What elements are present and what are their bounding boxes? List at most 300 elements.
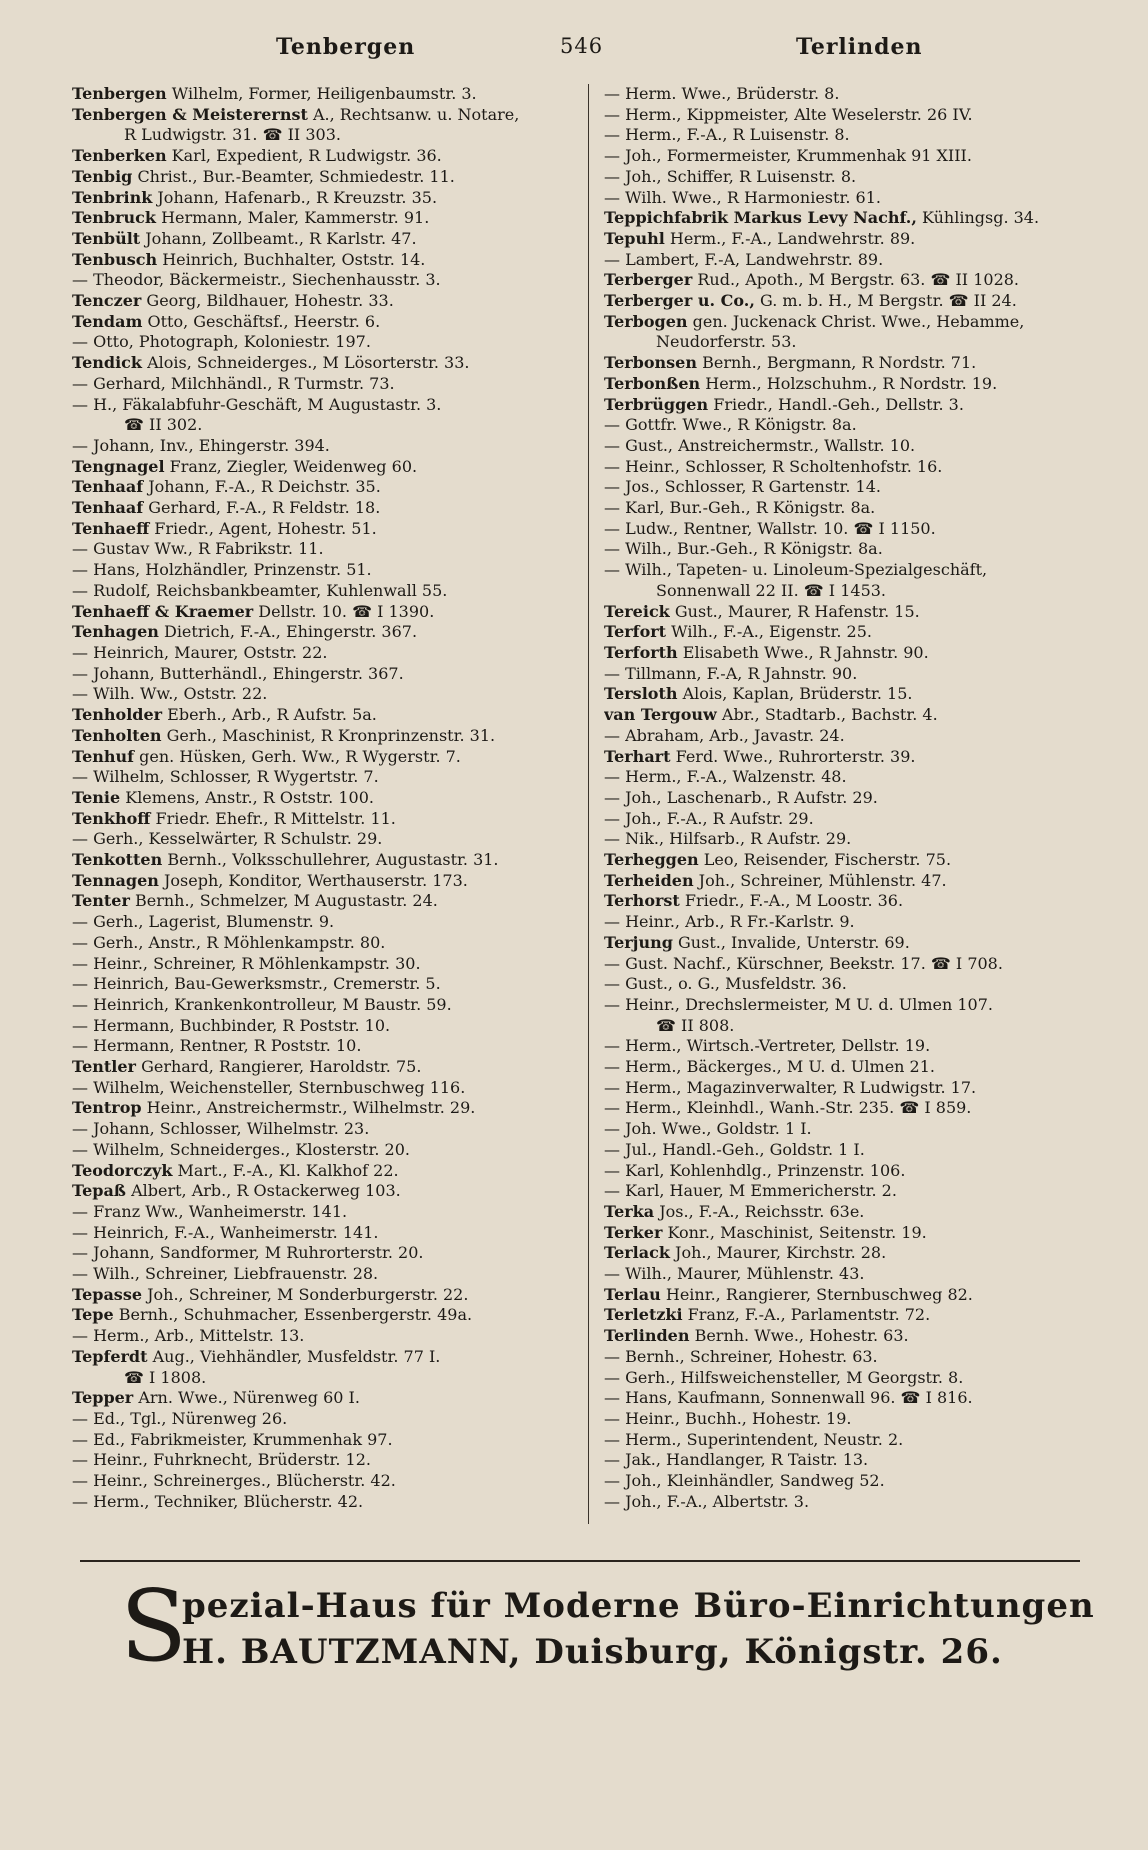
directory-entry — [604, 829, 1116, 850]
entry-name: Tenhagen — [72, 622, 159, 642]
directory-entry — [604, 477, 1116, 498]
entry-text: Heinr., Buchh., Hohestr. 19. — [625, 1409, 852, 1428]
entry-name: — — [604, 1409, 620, 1428]
entry-name: Tenbergen — [72, 84, 167, 103]
entry-name: Tentrop — [72, 1098, 142, 1118]
entry-name: — — [604, 518, 620, 538]
entry-name: — — [72, 767, 88, 787]
entry-text: Heinr., Rangierer, Sternbuschweg 82. — [665, 1284, 973, 1304]
entry-name: — — [72, 1222, 88, 1242]
entry-name: — — [604, 249, 620, 269]
directory-entry — [72, 809, 572, 830]
directory-entry — [72, 1161, 572, 1182]
entry-text: Wilh., Maurer, Mühlenstr. 43. — [625, 1264, 865, 1284]
directory-entry — [604, 705, 1116, 726]
entry-text: Heinrich, Buchhalter, Oststr. 14. — [162, 249, 426, 269]
advertisement-line-1: pezial-Haus für Moderne Büro-Einrichtungen — [182, 1586, 1095, 1626]
entry-name: — — [72, 1429, 88, 1449]
entry-name: — — [604, 435, 620, 455]
directory-entry — [72, 1368, 572, 1389]
directory-entry — [72, 146, 572, 167]
entry-name: — — [604, 994, 620, 1014]
directory-entry — [604, 1471, 1116, 1492]
directory-entry — [604, 912, 1116, 933]
entry-name: — — [604, 1077, 620, 1097]
entry-name: — — [604, 498, 620, 518]
directory-entry — [604, 208, 1116, 229]
directory-entry — [72, 1016, 572, 1037]
entry-name: — — [72, 953, 88, 973]
entry-name: Terbrüggen — [604, 394, 709, 414]
entry-text: Franz, Ziegler, Weidenweg 60. — [169, 456, 418, 476]
entry-text: Johann, Hafenarb., R Kreuzstr. 35. — [157, 187, 438, 207]
directory-entry — [72, 477, 572, 498]
entry-name: — — [604, 1346, 620, 1366]
entry-text: Hans, Holzhändler, Prinzenstr. 51. — [93, 560, 372, 580]
entry-name: — — [72, 1139, 88, 1159]
directory-entry — [72, 539, 572, 560]
entry-name: — — [72, 829, 88, 849]
entry-text: Klemens, Anstr., R Oststr. 100. — [125, 787, 374, 807]
entry-name: — — [604, 146, 620, 166]
directory-entry — [72, 229, 572, 250]
entry-text: Albert, Arb., R Ostackerweg 103. — [131, 1181, 401, 1201]
directory-entry — [604, 105, 1116, 126]
entry-text: Gerh., Maschinist, R Kronprinzenstr. 31. — [166, 725, 496, 745]
entry-text: Heinr., Anstreichermstr., Wilhelmstr. 29. — [146, 1098, 476, 1118]
entry-text: Gerh., Hilfsweichensteller, M Georgstr. 8. — [625, 1367, 964, 1387]
directory-entry — [604, 1243, 1116, 1264]
entry-text: Nik., Hilfsarb., R Aufstr. 29. — [625, 829, 852, 849]
entry-text: Wilhelm, Schlosser, R Wygertstr. 7. — [93, 767, 379, 787]
entry-text: Johann, Butterhändl., Ehingerstr. 367. — [93, 663, 404, 683]
entry-name: — — [604, 456, 620, 476]
entry-name: — — [604, 808, 620, 828]
advertisement-line-2: H. BAUTZMANN, Duisburg, Königstr. 26. — [182, 1632, 1003, 1672]
entry-text: Herm., F.-A., Walzenstr. 48. — [625, 767, 847, 787]
entry-name: — — [604, 725, 620, 745]
directory-entry — [72, 1036, 572, 1057]
entry-text: Heinrich, Maurer, Oststr. 22. — [93, 642, 328, 662]
entry-name: Tepuhl — [604, 228, 665, 248]
entry-text: Joh., Schreiner, M Sonderburgerstr. 22. — [147, 1284, 469, 1304]
entry-text: A., Rechtsanw. u. Notare, — [312, 104, 520, 124]
directory-entry — [604, 332, 1116, 353]
entry-text: Dellstr. 10. ☎ I 1390. — [258, 601, 435, 621]
entry-name: — — [72, 1036, 88, 1056]
directory-entry — [604, 995, 1116, 1016]
entry-text: Lambert, F.-A, Landwehrstr. 89. — [625, 249, 884, 269]
entry-text: Karl, Kohlenhdlg., Prinzenstr. 106. — [625, 1160, 906, 1180]
directory-entry — [604, 954, 1116, 975]
directory-entry — [72, 1078, 572, 1099]
directory-entry — [604, 1450, 1116, 1471]
entry-text: Jak., Handlanger, R Taistr. 13. — [625, 1450, 869, 1470]
entry-name: — — [604, 1057, 620, 1077]
entry-text: Jos., Schlosser, R Gartenstr. 14. — [625, 477, 881, 497]
directory-entry — [72, 705, 572, 726]
entry-text: Herm., Techniker, Blücherstr. 42. — [93, 1491, 364, 1511]
directory-entry — [604, 891, 1116, 912]
directory-entry — [72, 1450, 572, 1471]
entry-name: — — [72, 1326, 88, 1346]
entry-name: Tenbusch — [72, 249, 158, 269]
directory-entry — [72, 684, 572, 705]
entry-text: Hermann, Buchbinder, R Poststr. 10. — [93, 1015, 391, 1035]
directory-entry — [72, 312, 572, 333]
entry-name: Terlinden — [604, 1326, 690, 1346]
entry-name: Tendick — [72, 353, 142, 373]
entry-text: Leo, Reisender, Fischerstr. 75. — [703, 850, 952, 870]
directory-entry — [72, 519, 572, 540]
directory-entry — [72, 726, 572, 747]
directory-entry — [72, 560, 572, 581]
directory-entry — [604, 788, 1116, 809]
entry-name: Terberger — [604, 270, 693, 290]
entry-text: Gust., Maurer, R Hafenstr. 15. — [674, 601, 920, 621]
directory-entry — [604, 974, 1116, 995]
entry-name: Terker — [604, 1222, 663, 1242]
entry-name: Tenbig — [72, 166, 133, 186]
entry-text: Gerhard, Milchhändl., R Turmstr. 73. — [93, 373, 395, 393]
directory-entry — [72, 1181, 572, 1202]
directory-entry — [604, 726, 1116, 747]
directory-entry — [72, 1057, 572, 1078]
directory-entry — [604, 146, 1116, 167]
entry-text: Joh., F.-A., Albertstr. 3. — [625, 1491, 810, 1511]
entry-name: — — [604, 1098, 620, 1118]
advertisement — [120, 1570, 1095, 1688]
entry-text: Bernh., Volksschullehrer, Augustastr. 31. — [167, 850, 499, 870]
directory-entry — [72, 767, 572, 788]
entry-text: Rud., Apoth., M Bergstr. 63. ☎ II 1028. — [697, 270, 1020, 290]
entry-name: — — [72, 974, 88, 994]
entry-name: Tenie — [72, 787, 121, 807]
entry-name: — — [72, 270, 88, 290]
entry-text: Franz Ww., Wanheimerstr. 141. — [93, 1201, 348, 1221]
entry-name: — — [604, 1139, 620, 1159]
entry-name: — — [604, 829, 620, 849]
entry-name: Tersloth — [604, 684, 678, 704]
entry-text: Gerh., Kesselwärter, R Schulstr. 29. — [93, 829, 383, 849]
entry-name: — — [604, 1367, 620, 1387]
directory-entry — [72, 291, 572, 312]
entry-text: Jul., Handl.-Geh., Goldstr. 1 I. — [625, 1139, 865, 1159]
entry-name: — — [72, 1119, 88, 1139]
directory-entry — [604, 933, 1116, 954]
entry-name: Terberger u. Co., — [604, 291, 755, 311]
entry-name: — — [72, 435, 88, 455]
directory-entry — [604, 312, 1116, 333]
entry-name: — — [604, 166, 620, 186]
entry-text: Herm., Superintendent, Neustr. 2. — [625, 1429, 904, 1449]
directory-entry — [604, 664, 1116, 685]
entry-name: Tenter — [72, 891, 130, 911]
directory-entry — [604, 1161, 1116, 1182]
directory-entry — [72, 1388, 572, 1409]
directory-entry — [72, 208, 572, 229]
entry-name: Tenkhoff — [72, 808, 151, 828]
entry-text: Herm., Wirtsch.-Vertreter, Dellstr. 19. — [625, 1036, 931, 1056]
entry-text: ☎ II 808. — [656, 1015, 735, 1035]
entry-name: Terjung — [604, 932, 673, 952]
entry-name: — — [72, 1409, 88, 1428]
directory-entry — [604, 1492, 1116, 1513]
entry-text: Johann, Sandformer, M Ruhrorterstr. 20. — [93, 1243, 424, 1263]
directory-entry — [604, 270, 1116, 291]
directory-entry — [72, 1098, 572, 1119]
entry-text: Alois, Kaplan, Brüderstr. 15. — [682, 684, 913, 704]
directory-entry — [72, 415, 572, 436]
directory-entry — [604, 188, 1116, 209]
directory-entry — [72, 747, 572, 768]
entry-text: Wilh. Wwe., R Harmoniestr. 61. — [625, 187, 881, 207]
entry-name: Terbogen — [604, 311, 688, 331]
directory-entry — [72, 995, 572, 1016]
directory-entry — [72, 788, 572, 809]
directory-entry — [604, 1347, 1116, 1368]
entry-text: Wilhelm, Former, Heiligenbaumstr. 3. — [171, 84, 477, 103]
entry-text: Neudorferstr. 53. — [656, 332, 797, 352]
directory-entry — [604, 415, 1116, 436]
entry-text: Elisabeth Wwe., R Jahnstr. 90. — [682, 642, 929, 662]
entry-name: — — [604, 1429, 620, 1449]
directory-entry — [604, 871, 1116, 892]
entry-text: Heinr., Schreiner, R Möhlenkampstr. 30. — [93, 953, 421, 973]
entry-name: Terletzki — [604, 1305, 683, 1325]
entry-text: Joh., Formermeister, Krummenhak 91 XIII. — [625, 146, 972, 166]
entry-name: — — [72, 580, 88, 600]
directory-entry — [604, 1119, 1116, 1140]
entry-text: Kühlingsg. 34. — [922, 208, 1040, 228]
entry-text: Joh., Kleinhändler, Sandweg 52. — [625, 1471, 885, 1491]
entry-text: Herm., Arb., Mittelstr. 13. — [93, 1326, 305, 1346]
entry-text: Franz, F.-A., Parlamentstr. 72. — [687, 1305, 931, 1325]
entry-name: Tenbült — [72, 228, 141, 248]
entry-text: Wilh., Bur.-Geh., R Königstr. 8a. — [625, 539, 883, 559]
entry-name: — — [604, 539, 620, 559]
entry-text: Konr., Maschinist, Seitenstr. 19. — [667, 1222, 927, 1242]
entry-text: Heinrich, Bau-Gewerksmstr., Cremerstr. 5. — [93, 974, 441, 994]
directory-entry — [72, 622, 572, 643]
entry-name: — — [72, 1450, 88, 1470]
entry-name: — — [604, 1264, 620, 1284]
entry-text: Heinrich, Krankenkontrolleur, M Baustr. 59. — [93, 994, 452, 1014]
directory-entry — [604, 498, 1116, 519]
directory-entry — [604, 84, 1116, 105]
entry-name: — — [604, 1491, 620, 1511]
directory-entry — [604, 167, 1116, 188]
directory-entry — [604, 560, 1116, 581]
entry-name: — — [72, 1471, 88, 1491]
entry-name: Tenhaeff — [72, 518, 150, 538]
entry-name: Terlack — [604, 1243, 670, 1263]
entry-text: Joh., Laschenarb., R Aufstr. 29. — [625, 787, 878, 807]
entry-name: Tenbruck — [72, 208, 156, 228]
entry-name: — — [72, 394, 88, 414]
entry-text: Ed., Fabrikmeister, Krummenhak 97. — [93, 1429, 393, 1449]
entry-text: Herm., Holzschuhm., R Nordstr. 19. — [705, 373, 998, 393]
entry-text: Joh., Schreiner, Mühlenstr. 47. — [698, 870, 947, 890]
entry-name: Terlau — [604, 1284, 661, 1304]
entry-text: Hermann, Rentner, R Poststr. 10. — [93, 1036, 362, 1056]
entry-text: Mart., F.-A., Kl. Kalkhof 22. — [177, 1160, 399, 1180]
entry-text: Johann, Zollbeamt., R Karlstr. 47. — [145, 228, 417, 248]
entry-text: Wilh., Tapeten- u. Linoleum-Spezialgeschäft, — [625, 560, 988, 580]
directory-entry — [604, 1264, 1116, 1285]
entry-name: — — [604, 767, 620, 787]
entry-name: Terka — [604, 1201, 655, 1221]
directory-entry — [604, 767, 1116, 788]
entry-text: H., Fäkalabfuhr-Geschäft, M Augustastr. 3. — [93, 394, 442, 414]
left-column — [72, 84, 572, 1513]
entry-name: — — [604, 953, 620, 973]
entry-text: Johann, F.-A., R Deichstr. 35. — [148, 477, 381, 497]
entry-text: Joh., Schiffer, R Luisenstr. 8. — [625, 166, 857, 186]
entry-text: Otto, Photograph, Koloniestr. 197. — [93, 332, 371, 352]
directory-entry — [72, 105, 572, 126]
entry-name: Tentler — [72, 1057, 136, 1077]
entry-name: — — [72, 373, 88, 393]
entry-text: Heinrich, F.-A., Wanheimerstr. 141. — [93, 1222, 379, 1242]
directory-entry — [72, 270, 572, 291]
directory-entry — [604, 353, 1116, 374]
entry-name: Terfort — [604, 622, 667, 642]
entry-name: Teodorczyk — [72, 1160, 173, 1180]
entry-text: Gerh., Anstr., R Möhlenkampstr. 80. — [93, 932, 386, 952]
entry-name: Tepaß — [72, 1181, 126, 1201]
directory-entry — [604, 1305, 1116, 1326]
directory-entry — [72, 912, 572, 933]
entry-name: — — [72, 1264, 88, 1284]
entry-text: Herm., Kleinhdl., Wanh.-Str. 235. ☎ I 859. — [625, 1098, 972, 1118]
directory-entry — [72, 374, 572, 395]
entry-name: Tenberken — [72, 146, 167, 166]
entry-name: Teppichfabrik Markus Levy Nachf., — [604, 208, 917, 228]
entry-text: Heinr., Fuhrknecht, Brüderstr. 12. — [93, 1450, 371, 1470]
directory-entry — [604, 1016, 1116, 1037]
running-head-left: Tenbergen — [276, 34, 416, 60]
directory-entry — [72, 602, 572, 623]
directory-entry — [72, 829, 572, 850]
directory-entry — [72, 332, 572, 353]
entry-text: Gottfr. Wwe., R Königstr. 8a. — [625, 415, 857, 435]
entry-text: Herm. Wwe., Brüderstr. 8. — [625, 84, 840, 103]
entry-text: Friedr., Handl.-Geh., Dellstr. 3. — [713, 394, 964, 414]
directory-entry — [72, 933, 572, 954]
entry-name: Terhorst — [604, 891, 680, 911]
entry-text: Joseph, Konditor, Werthauserstr. 173. — [163, 870, 468, 890]
entry-text: Bernh., Schreiner, Hohestr. 63. — [625, 1346, 878, 1366]
directory-entry — [604, 374, 1116, 395]
directory-entry — [72, 871, 572, 892]
entry-text: gen. Hüsken, Gerh. Ww., R Wygerstr. 7. — [139, 746, 461, 766]
entry-text: Johann, Inv., Ehingerstr. 394. — [93, 435, 330, 455]
entry-name: — — [72, 994, 88, 1014]
directory-entry — [604, 457, 1116, 478]
entry-name: Terheggen — [604, 850, 699, 870]
entry-name: Tepe — [72, 1305, 114, 1325]
entry-text: Christ., Bur.-Beamter, Schmiedestr. 11. — [137, 166, 455, 186]
entry-name: Tepper — [72, 1388, 134, 1408]
entry-text: Wilh. Ww., Oststr. 22. — [93, 684, 268, 704]
directory-entry — [604, 643, 1116, 664]
directory-entry — [72, 188, 572, 209]
entry-name: — — [604, 1388, 620, 1408]
directory-entry — [604, 519, 1116, 540]
entry-text: Jos., F.-A., Reichsstr. 63e. — [659, 1201, 865, 1221]
entry-text: Heinr., Arb., R Fr.-Karlstr. 9. — [625, 912, 855, 932]
directory-entry — [72, 954, 572, 975]
entry-text: Karl, Hauer, M Emmericherstr. 2. — [625, 1181, 897, 1201]
entry-text: Rudolf, Reichsbankbeamter, Kuhlenwall 55. — [93, 580, 448, 600]
directory-entry — [604, 1223, 1116, 1244]
entry-text: Gust., Anstreichermstr., Wallstr. 10. — [625, 435, 916, 455]
advertisement-initial: S — [120, 1570, 188, 1684]
entry-text: Abraham, Arb., Javastr. 24. — [625, 725, 845, 745]
entry-name: — — [604, 560, 620, 580]
directory-entry — [72, 353, 572, 374]
entry-text: Eberh., Arb., R Aufstr. 5a. — [167, 705, 377, 725]
entry-text: Gust. Nachf., Kürschner, Beekstr. 17. ☎ I 708. — [625, 953, 1003, 973]
running-head — [0, 34, 1148, 74]
entry-name: Tenhuf — [72, 746, 135, 766]
entry-text: Herm., F.-A., R Luisenstr. 8. — [625, 125, 850, 145]
entry-text: Gerhard, Rangierer, Haroldstr. 75. — [141, 1057, 422, 1077]
advertisement-rule — [80, 1560, 1080, 1562]
entry-name: — — [604, 1471, 620, 1491]
entry-name: — — [72, 1491, 88, 1511]
entry-text: Wilh., F.-A., Eigenstr. 25. — [671, 622, 872, 642]
entry-text: Gerhard, F.-A., R Feldstr. 18. — [148, 498, 381, 518]
directory-entry — [72, 891, 572, 912]
entry-name: — — [72, 332, 88, 352]
entry-name: — — [72, 684, 88, 704]
entry-text: Ludw., Rentner, Wallstr. 10. ☎ I 1150. — [625, 518, 936, 538]
entry-name: — — [604, 187, 620, 207]
directory-entry — [72, 1430, 572, 1451]
entry-text: Bernh., Schuhmacher, Essenbergerstr. 49a. — [118, 1305, 473, 1325]
entry-name: Tepferdt — [72, 1346, 148, 1366]
directory-entry — [604, 747, 1116, 768]
column-divider — [588, 84, 589, 1524]
entry-name: Tenczer — [72, 291, 142, 311]
entry-name: Tereick — [604, 601, 670, 621]
entry-name: — — [604, 974, 620, 994]
entry-text: Herm., Kippmeister, Alte Weselerstr. 26 IV. — [625, 104, 973, 124]
entry-name: Terbonsen — [604, 353, 697, 373]
directory-entry — [604, 1285, 1116, 1306]
entry-name: — — [604, 663, 620, 683]
entry-text: Alois, Schneiderges., M Lösorterstr. 33. — [147, 353, 470, 373]
entry-name: — — [72, 560, 88, 580]
page-number: 546 — [560, 34, 604, 58]
entry-text: Ed., Tgl., Nürenweg 26. — [93, 1409, 288, 1428]
entry-text: Friedr., Agent, Hohestr. 51. — [154, 518, 377, 538]
entry-name: — — [604, 1119, 620, 1139]
entry-name: — — [604, 1160, 620, 1180]
directory-entry — [72, 1140, 572, 1161]
entry-text: Gust., o. G., Musfeldstr. 36. — [625, 974, 847, 994]
entry-text: Heinr., Schreinerges., Blücherstr. 42. — [93, 1471, 396, 1491]
directory-entry — [72, 250, 572, 271]
directory-entry — [72, 1285, 572, 1306]
entry-name: — — [604, 415, 620, 435]
directory-entry — [604, 602, 1116, 623]
entry-text: Johann, Schlosser, Wilhelmstr. 23. — [93, 1119, 370, 1139]
entry-name: — — [72, 1077, 88, 1097]
entry-text: ☎ II 302. — [124, 415, 203, 435]
